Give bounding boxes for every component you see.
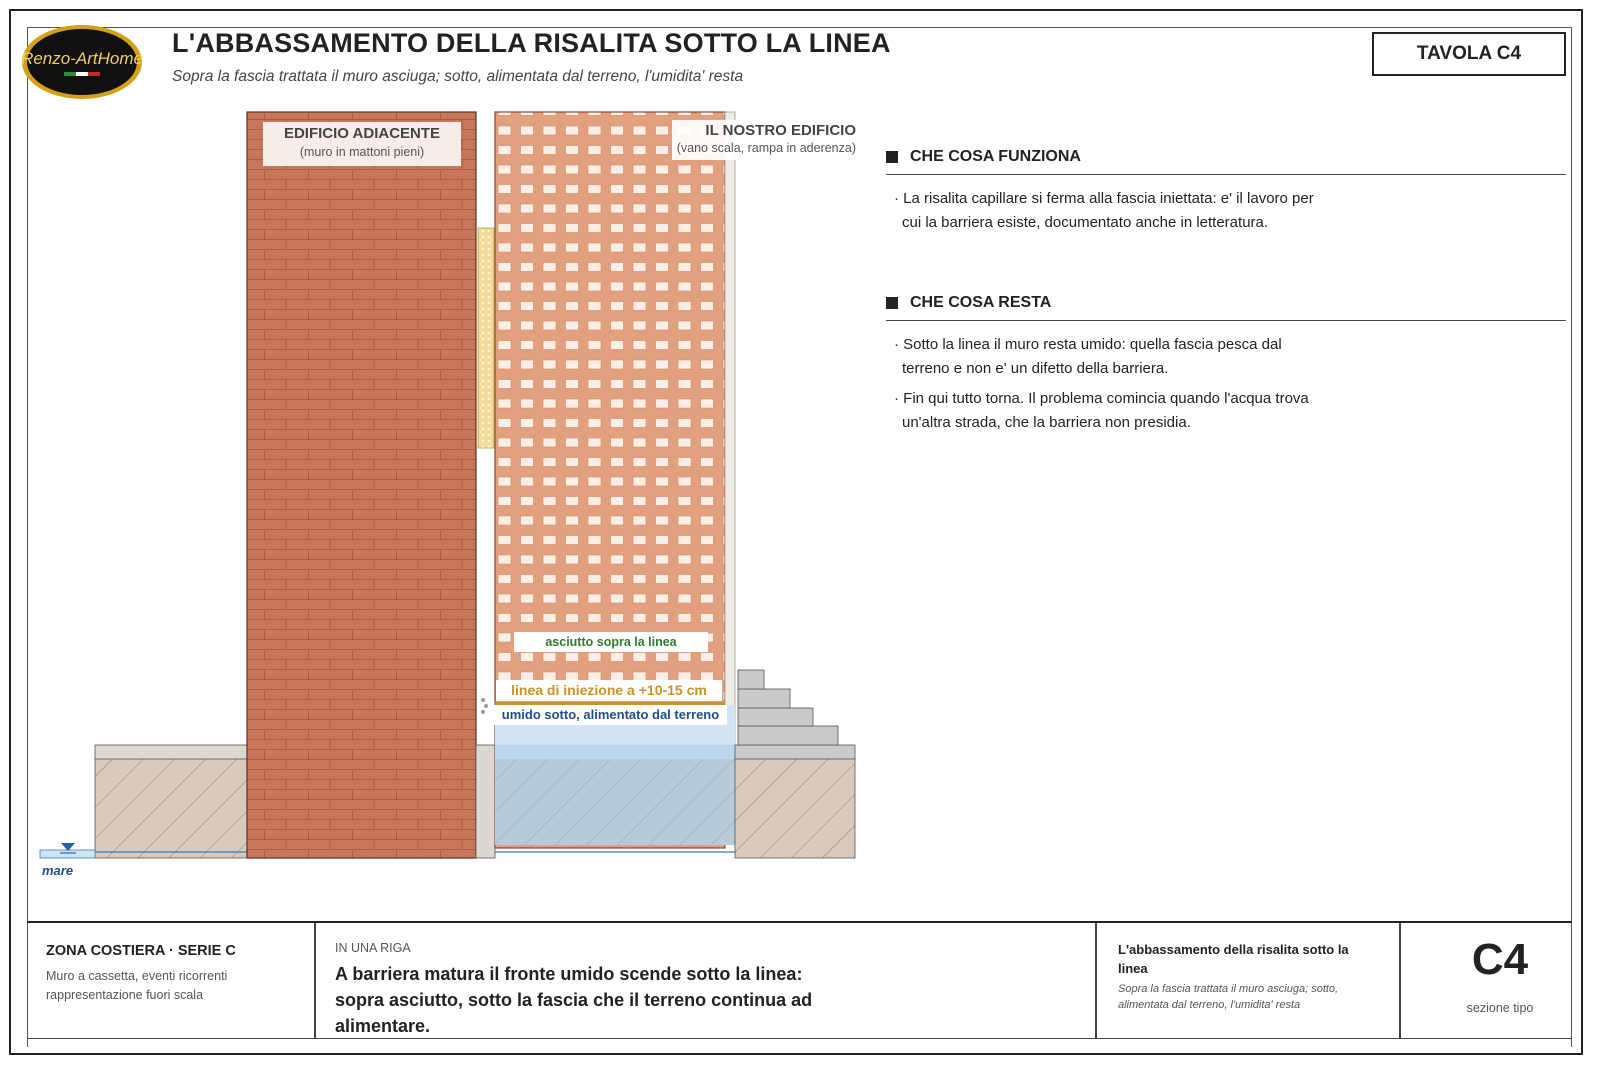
logo-text: Renzo-ArtHome (21, 49, 143, 68)
injection-label: linea di iniezione a +10-15 cm (496, 680, 722, 701)
works-section (886, 148, 1566, 235)
wet-zone-ground (495, 745, 735, 845)
zone-cell (27, 923, 314, 1038)
reference-cell (1096, 923, 1399, 1038)
reference-title: L'abbassamento della risalita sotto la linea (1118, 942, 1349, 976)
remains-bullet: · Fin qui tutto torna. Il problema comincia quando l'acqua trova un'altra strada, che la barriera non presidia. (894, 390, 1309, 431)
remains-bullet: · Sotto la linea il muro resta umido: quella fascia pesca dal terreno e non e' un difetto della barriera. (894, 336, 1282, 377)
sea-label: mare (42, 863, 74, 878)
remains-heading (886, 294, 1566, 321)
zone-title: ZONA COSTIERA · SERIE C (46, 943, 236, 959)
wet-label: umido sotto, alimentato dal terreno (494, 705, 727, 725)
remains-heading-text: CHE COSA RESTA (910, 294, 1052, 311)
zone-note: Muro a cassetta, eventi ricorrenti (46, 969, 228, 983)
page-title: L'ABBASSAMENTO DELLA RISALITA SOTTO LA LINEA (172, 28, 891, 58)
our-building-subtitle: (vano scala, rampa in aderenza) (676, 141, 856, 155)
sheet-code: C4 (1471, 935, 1529, 984)
works-bullet: · La risalita capillare si ferma alla fascia iniettata: e' il lavoro per cui la barriera esiste, documentato anche in letteratura. (894, 190, 1314, 231)
sea-block (40, 850, 95, 858)
joint-gap-lower (476, 745, 495, 858)
stair-ramp (738, 670, 838, 745)
summary-label: IN UNA RIGA (335, 941, 411, 955)
joint-filler (478, 228, 494, 448)
summary-cell (315, 923, 1095, 1038)
sheet-code-label: sezione tipo (1466, 1001, 1534, 1015)
soil-right (735, 758, 855, 858)
title-block (27, 921, 1572, 1039)
remains-section (886, 294, 1566, 435)
pavement-left (95, 745, 247, 759)
square-bullet-icon (886, 297, 898, 309)
adjacent-building-wall (247, 112, 476, 858)
our-building-label-box (672, 120, 858, 160)
adjacent-building-subtitle: (muro in mattoni pieni) (299, 145, 425, 159)
pavement-right (735, 745, 855, 759)
square-bullet-icon (886, 151, 898, 163)
reference-subtitle: Sopra la fascia trattata il muro asciuga; sotto, alimentata dal terreno, l'umidita' resta (1118, 983, 1339, 1011)
soil-left (95, 758, 247, 858)
moisture-drip-icon (481, 698, 488, 714)
plaster-strip (725, 112, 735, 746)
wet-zone-top (495, 745, 735, 759)
dry-label: asciutto sopra la linea (514, 632, 708, 652)
sheet-number: TAVOLA C4 (1372, 32, 1566, 76)
code-cell (1400, 923, 1600, 1038)
zone-note: rappresentazione fuori scala (46, 988, 204, 1002)
page-subtitle: Sopra la fascia trattata il muro asciuga; sotto, alimentata dal terreno, l'umidita' resta (172, 68, 744, 85)
our-building-title: IL NOSTRO EDIFICIO (705, 122, 856, 139)
works-heading-text: CHE COSA FUNZIONA (910, 148, 1081, 165)
works-heading (886, 148, 1566, 175)
zone-notes (46, 967, 227, 1005)
adjacent-building-label-box (263, 122, 461, 166)
summary-text: A barriera matura il fronte umido scende sotto la linea: sopra asciutto, sotto la fascia che il terreno continua ad alimentare. (335, 964, 813, 1036)
adjacent-building-title: EDIFICIO ADIACENTE (283, 125, 441, 142)
